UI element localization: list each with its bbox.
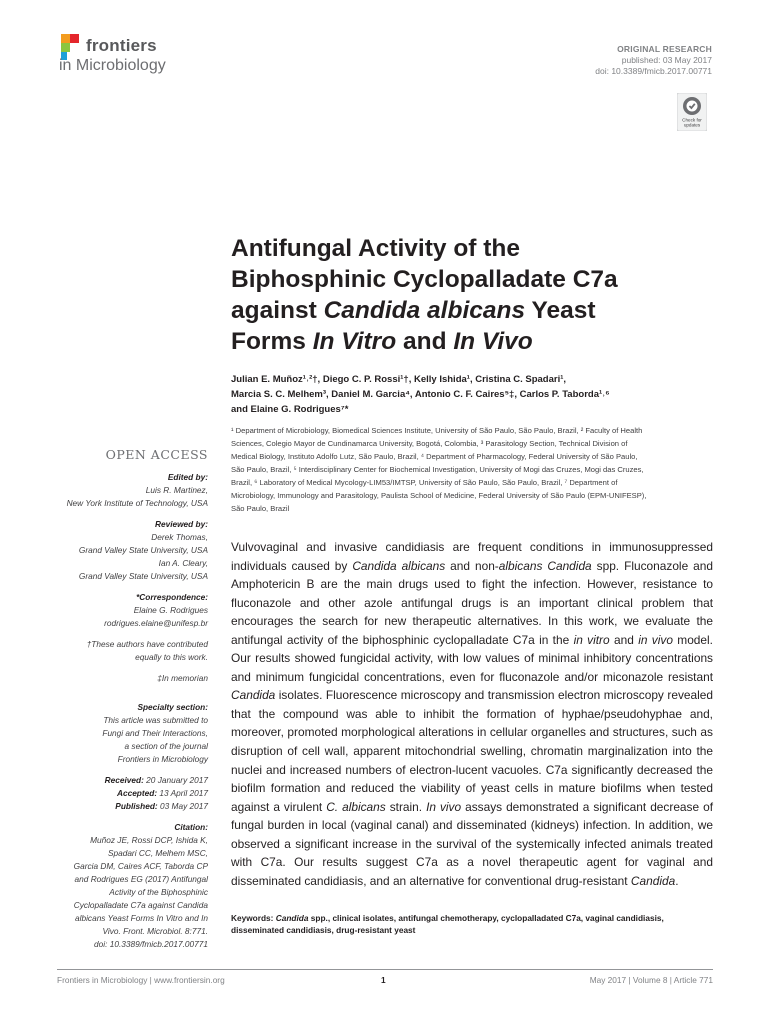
keywords xyxy=(231,912,713,936)
correspondence-email[interactable]: rodrigues.elaine@unifesp.br xyxy=(104,618,208,628)
published-label: Published: xyxy=(115,801,158,811)
accepted-label: Accepted: xyxy=(116,788,158,798)
in-memorian-note: ‡In memorian xyxy=(157,673,208,683)
citation-line: Muñoz JE, Rossi DCP, Ishida K, xyxy=(90,835,208,845)
citation-line: albicans Yeast Forms In Vitro and In xyxy=(75,913,208,923)
title-line-4a: Forms xyxy=(231,328,313,355)
citation-line: Spadari CC, Melhem MSC, xyxy=(107,848,208,858)
reviewer-name: Derek Thomas, xyxy=(151,532,208,542)
accepted-value: 13 April 2017 xyxy=(159,788,208,798)
authors-line-2: Marcia S. C. Melhem³, Daniel M. Garcia⁴, Antonio C. F. Caires⁵‡, Carlos P. Taborda¹˒⁶ xyxy=(231,389,610,400)
open-access-label: OPEN ACCESS xyxy=(105,447,208,462)
received-value: 20 January 2017 xyxy=(146,775,208,785)
accepted-date xyxy=(40,787,208,800)
title-species: Candida albicans xyxy=(323,297,526,324)
correspondence-heading: *Correspondence: xyxy=(136,592,208,602)
title-line-2: Biphosphinic Cyclopalladate C7a xyxy=(231,266,618,293)
specialty-line: Fungi and Their Interactions, xyxy=(102,728,208,738)
keywords-label: Keywords: xyxy=(231,913,274,923)
affiliation-line: ¹ Department of Microbiology, Biomedical Sciences Institute, University of São Paulo, São Paulo, Brazil, ² Faculty of Health xyxy=(231,426,643,435)
reviewed-by-heading: Reviewed by: xyxy=(154,519,208,529)
title-in-vivo: In Vivo xyxy=(453,328,533,355)
author-list xyxy=(231,372,711,417)
reviewer-name: Ian A. Cleary, xyxy=(158,558,208,568)
citation-line: Vivo. Front. Microbiol. 8:771. xyxy=(102,926,208,936)
footer-journal[interactable]: Frontiers in Microbiology | www.frontiersin.org xyxy=(57,975,225,985)
article-header xyxy=(595,44,712,77)
title-line-1: Antifungal Activity of the xyxy=(231,235,520,262)
title-in-vitro: In Vitro xyxy=(312,328,397,355)
affiliations xyxy=(231,424,711,515)
published-date: published: 03 May 2017 xyxy=(621,55,712,65)
footer-divider xyxy=(57,969,713,970)
check-for-updates-icon[interactable] xyxy=(677,93,707,131)
affiliation-line: Brazil, ⁶ Laboratory of Medical Mycology-LIM53/IMTSP, University of São Paulo, São Paulo, Brazil, ⁷ Department of xyxy=(231,478,618,487)
citation-line: Activity of the Biphosphinic xyxy=(109,887,208,897)
abstract: Vulvovaginal and invasive candidiasis are frequent conditions in immunosuppressed individuals caused by Candida albicans and non-albicans Candida spp. Fluconazole and Amphotericin B are the main drugs used to fight the infection. However, resistance to fluconazole and other azole antifungal drugs is an important clinical problem that encourages the search for new therapeutic alternatives. In this work, we evaluate the antifungal activity of the biphosphinic cyclopalladate C7a in the in vitro and in vivo model. Our results showed fungicidal activity, with low values of minimal inhibitory concentrations and minimum fungicidal concentrations, even for fluconazole and/or miconazole resistant Candida isolates. Fluorescence microscopy and transmission electron microscopy revealed that the compound was able to inhibit the formation of hyphae/pseudohyphae and, moreover, promoted morphological alterations in cellular organelles and structures, such as disruption of cell wall, apparent mitochondrial swelling, chromatin marginalization into the nuclei and increased numbers of electron-lucent vacuoles. C7a significantly decreased the biofilm formation and reduced the viability of yeast cells in mature biofilms when tested against a virulent C. albicans strain. In vivo assays demonstrated a significant decrease of fungal burden in local (vaginal canal) and disseminated (kidneys) infection. In addition, we observed a significant increase in the survival of the systemically infected animals treated with C7a. Our results suggest C7a as a novel therapeutic agent for vaginal and disseminated candidiasis, and an alternative for conventional drug-resistant Candida. xyxy=(231,540,713,888)
citation-line: and Rodrigues EG (2017) Antifungal xyxy=(74,874,208,884)
logo-word-frontiers: frontiers xyxy=(86,36,157,55)
page-number: 1 xyxy=(381,975,386,985)
specialty-line: This article was submitted to xyxy=(103,715,208,725)
specialty-heading: Specialty section: xyxy=(137,702,208,712)
article-type: ORIGINAL RESEARCH xyxy=(617,44,712,54)
published-date-sidebar xyxy=(40,800,208,813)
citation-heading: Citation: xyxy=(174,822,208,832)
citation-line: Garcia DM, Caires ACF, Taborda CP xyxy=(73,861,208,871)
correspondence-name: Elaine G. Rodrigues xyxy=(133,605,208,615)
keyword-list: spp., clinical isolates, antifungal chemotherapy, cyclopalladated C7a, vaginal candidiasis, disseminated candidiasis, drug-resistant yeast xyxy=(231,913,664,935)
article-sidebar xyxy=(40,448,208,951)
specialty-line: a section of the journal xyxy=(124,741,208,751)
article-doi[interactable]: doi: 10.3389/fmicb.2017.00771 xyxy=(595,66,712,76)
title-line-3c: Yeast xyxy=(525,297,596,324)
citation-line: Cyclopalladate C7a against Candida xyxy=(73,900,208,910)
equal-contribution-note: equally to this work. xyxy=(135,652,208,662)
edited-by-heading: Edited by: xyxy=(167,472,208,482)
published-value: 03 May 2017 xyxy=(160,801,208,811)
affiliation-line: Sciences, Colegio Mayor de Cundinamarca University, Bogotá, Colombia, ³ Parasitology Section, Technical Division of xyxy=(231,439,628,448)
affiliation-line: Medical Biology, Instituto Adolfo Lutz, São Paulo, Brazil, ⁴ Department of Pharmacology, Federal University of São Paulo, xyxy=(231,452,638,461)
authors-line-1: Julian E. Muñoz¹˒²†, Diego C. P. Rossi¹†, Kelly Ishida¹, Cristina C. Spadari¹, xyxy=(231,374,567,385)
badge-line-2: updates xyxy=(683,122,701,128)
affiliation-line: São Paulo, Brazil, ⁵ Interdisciplinary Center for Biochemical Investigation, University of Mogi das Cruzes, Mogi das Cruzes, xyxy=(231,465,644,474)
equal-contribution-note: †These authors have contributed xyxy=(86,639,208,649)
title-line-3a: against xyxy=(231,297,324,324)
keyword-candida: Candida xyxy=(275,913,309,923)
journal-logo xyxy=(57,32,217,82)
citation-doi[interactable]: doi: 10.3389/fmicb.2017.00771 xyxy=(94,939,208,949)
badge-line-1: Check for xyxy=(682,117,702,123)
reviewer-affiliation: Grand Valley State University, USA xyxy=(78,545,208,555)
editor-affiliation: New York Institute of Technology, USA xyxy=(66,498,208,508)
reviewer-affiliation: Grand Valley State University, USA xyxy=(78,571,208,581)
affiliation-line: Microbiology, Immunology and Parasitology, Paulista School of Medicine, Federal University of São Paulo (EPM-UNIFESP), xyxy=(231,491,647,500)
logo-word-journal: in Microbiology xyxy=(59,57,166,74)
affiliation-line: São Paulo, Brazil xyxy=(231,504,290,513)
received-date xyxy=(40,774,208,787)
specialty-line: Frontiers in Microbiology xyxy=(117,754,208,764)
article-title xyxy=(231,233,701,357)
footer-issue: May 2017 | Volume 8 | Article 771 xyxy=(589,975,713,985)
received-label: Received: xyxy=(104,775,144,785)
editor-name: Luis R. Martinez, xyxy=(145,485,208,495)
authors-line-3: and Elaine G. Rodrigues⁷* xyxy=(231,404,349,415)
title-line-4c: and xyxy=(396,328,454,355)
